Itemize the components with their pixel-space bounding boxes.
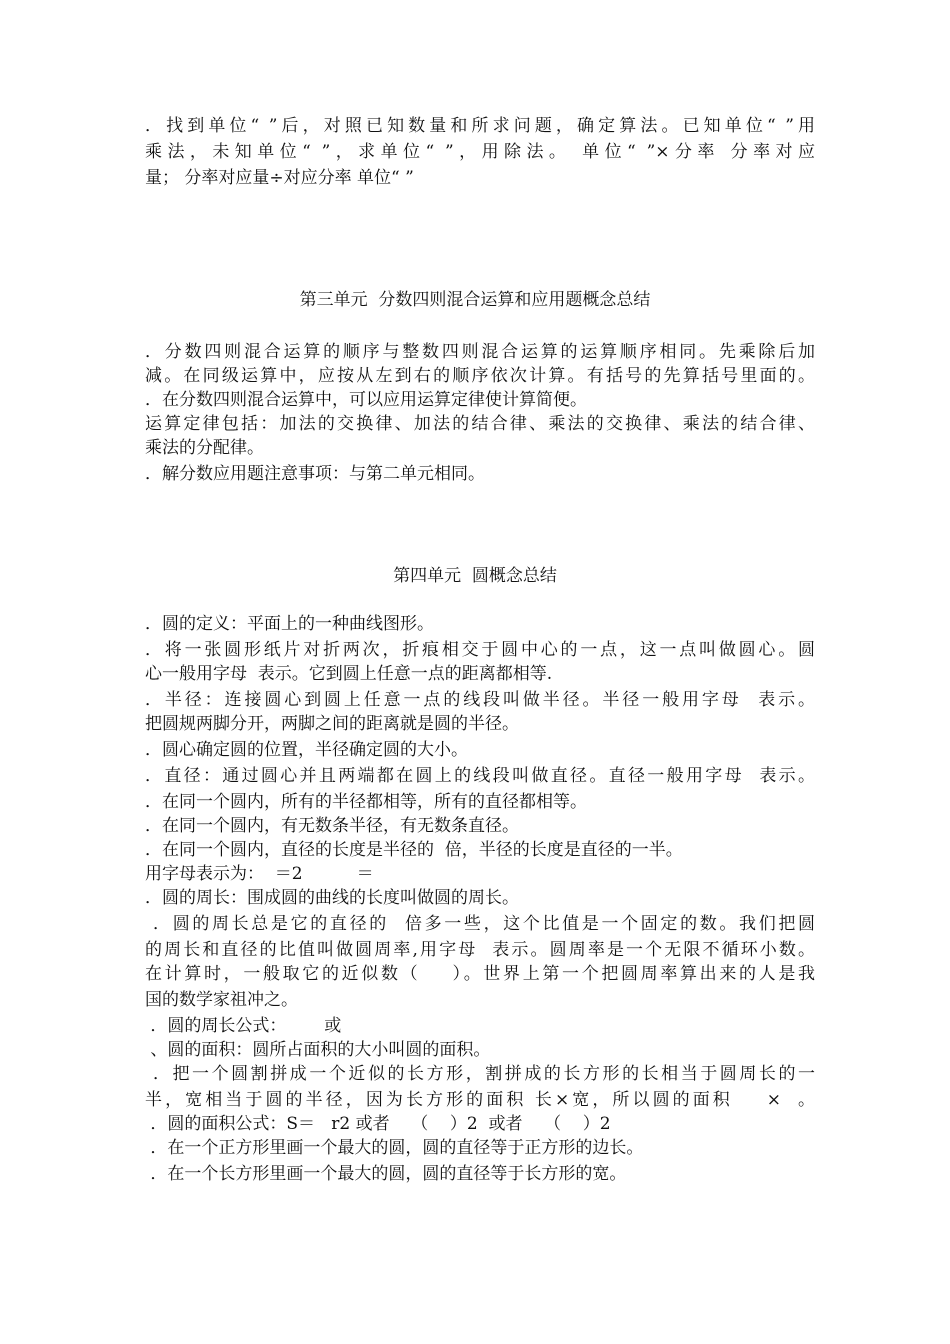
unit3-title: 第三单元 分数四则混合运算和应用题概念总结 (299, 290, 651, 310)
paragraph-line: ．圆心确定圆的位置，半径确定圆的大小。 (145, 740, 468, 760)
paragraph-line: 半，宽相当于圆的半径，因为长方形的面积 长×宽，所以圆的面积 × 。 (145, 1090, 815, 1110)
paragraph-line: ．把一个圆割拼成一个近似的长方形，割拼成的长方形的长相当于圆周长的一 (145, 1064, 815, 1084)
paragraph-line: ．圆的周长总是它的直径的 倍多一些，这个比值是一个固定的数。我们把圆 (145, 914, 815, 934)
paragraph-line: 把圆规两脚分开，两脚之间的距离就是圆的半径。 (145, 714, 519, 734)
paragraph-line: ．在分数四则混合运算中，可以应用运算定律使计算简便。 (145, 390, 587, 410)
paragraph-line: 乘法的分配律。 (145, 438, 264, 458)
paragraph-line: ．圆的定义：平面上的一种曲线图形。 (145, 614, 434, 634)
paragraph-line: ．在同一个圆内，所有的半径都相等，所有的直径都相等。 (145, 792, 587, 812)
paragraph-line: ．圆的周长公式： 或 (145, 1016, 342, 1036)
paragraph-line: ．直径：通过圆心并且两端都在圆上的线段叫做直径。直径一般用字母 表示。 (145, 766, 815, 786)
paragraph-line: ．圆的面积公式：S＝ r2 或者 （ ）2 或者 （ ）2 (145, 1114, 611, 1134)
paragraph-line: 乘法，未知单位“ ”，求单位“ ”，用除法。 单位“ ”×分率 分率对应 (145, 142, 815, 162)
paragraph-line: 、圆的面积：圆所占面积的大小叫圆的面积。 (145, 1040, 491, 1060)
paragraph-line: ．在一个正方形里画一个最大的圆，圆的直径等于正方形的边长。 (145, 1138, 644, 1158)
paragraph-line: ．将一张圆形纸片对折两次，折痕相交于圆中心的一点，这一点叫做圆心。圆 (145, 640, 815, 660)
paragraph-line: 用字母表示为： ＝2 ＝ (145, 864, 374, 884)
paragraph-line: ．找到单位“ ”后，对照已知数量和所求问题，确定算法。已知单位“ ”用 (145, 116, 815, 136)
paragraph-line: 在计算时，一般取它的近似数（ ）。世界上第一个把圆周率算出来的人是我 (145, 964, 815, 984)
paragraph-line: 运算定律包括：加法的交换律、加法的结合律、乘法的交换律、乘法的结合律、 (145, 414, 815, 434)
paragraph-line: 国的数学家祖冲之。 (145, 990, 298, 1010)
unit4-title: 第四单元 圆概念总结 (393, 566, 557, 586)
paragraph-line: ．在同一个圆内，有无数条半径，有无数条直径。 (145, 816, 519, 836)
paragraph-line: ．解分数应用题注意事项：与第二单元相同。 (145, 464, 485, 484)
paragraph-line: 减。在同级运算中，应按从左到右的顺序依次计算。有括号的先算括号里面的。 (145, 366, 815, 386)
paragraph-line: ．圆的周长：围成圆的曲线的长度叫做圆的周长。 (145, 888, 519, 908)
paragraph-line: 量； 分率对应量÷对应分率 单位“ ” (145, 168, 414, 188)
paragraph-line: 的周长和直径的比值叫做圆周率,用字母 表示。圆周率是一个无限不循环小数。 (145, 940, 815, 960)
paragraph-line: ．在一个长方形里画一个最大的圆，圆的直径等于长方形的宽。 (145, 1164, 627, 1184)
paragraph-line: ．在同一个圆内，直径的长度是半径的 倍，半径的长度是直径的一半。 (145, 840, 683, 860)
paragraph-line: ．半径：连接圆心到圆上任意一点的线段叫做半径。半径一般用字母 表示。 (145, 690, 815, 710)
paragraph-line: ．分数四则混合运算的顺序与整数四则混合运算的运算顺序相同。先乘除后加 (145, 342, 815, 362)
paragraph-line: 心一般用字母 表示。它到圆上任意一点的距离都相等. (145, 664, 553, 684)
